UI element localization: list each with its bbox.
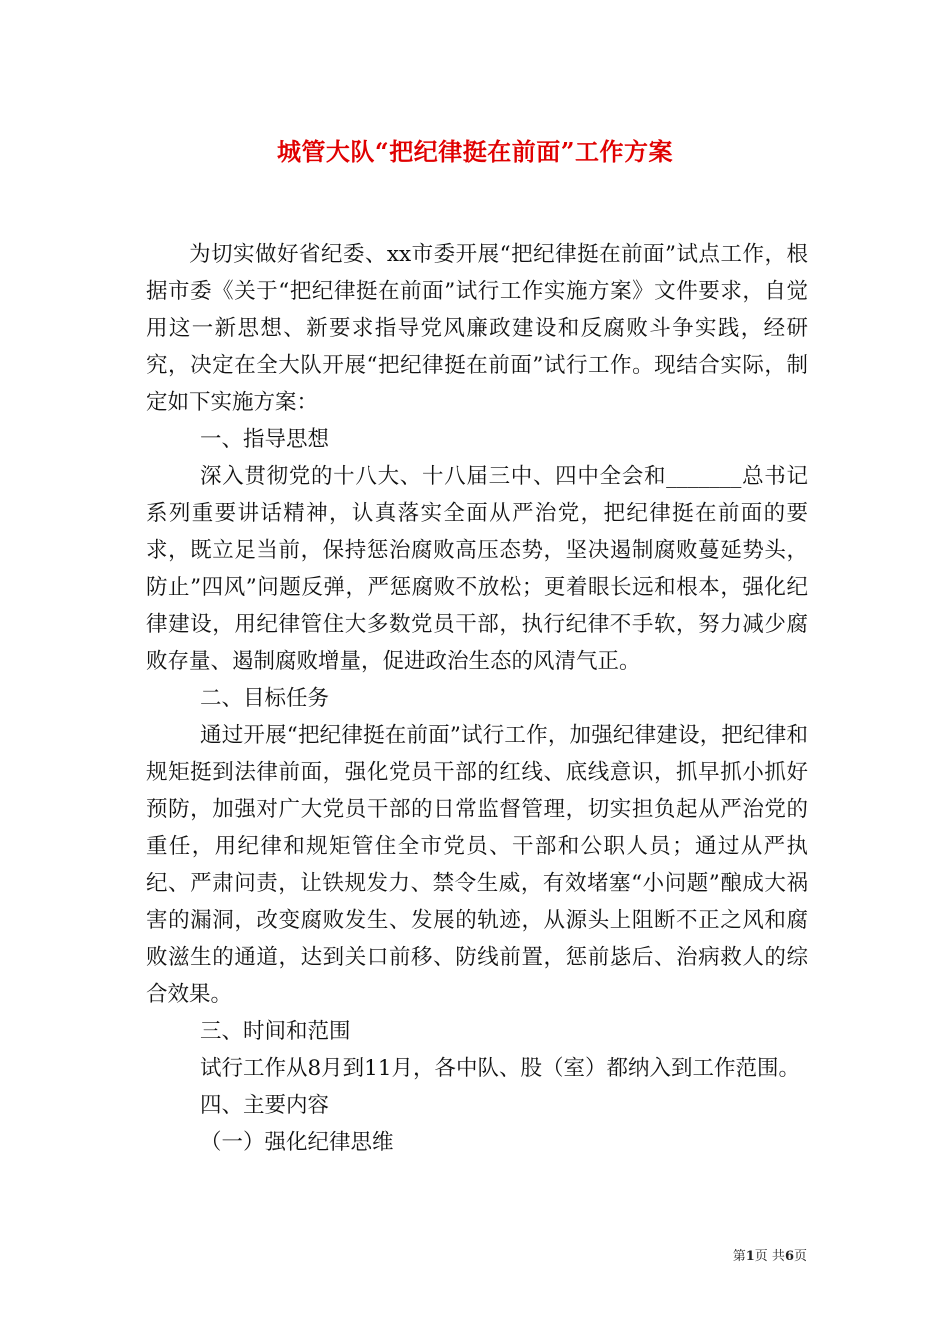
section-heading-guiding-ideology: 一、指导思想 — [200, 427, 330, 452]
section-heading-time-scope: 三、时间和范围 — [200, 1019, 351, 1044]
current-page-number: 1 — [745, 1249, 755, 1264]
subsection-heading-discipline-thinking: （一）强化纪律思维 — [200, 1130, 394, 1155]
footer-middle: 页 共 — [754, 1249, 785, 1264]
document-body — [146, 236, 808, 1161]
document-title: 城管大队“把纪律挺在前面”工作方案 — [276, 137, 674, 166]
total-page-count: 6 — [784, 1249, 794, 1264]
paragraph-time-scope: 试行工作从8月到11月，各中队、股（室）都纳入到工作范围。 — [200, 1056, 801, 1081]
footer-suffix: 页 — [793, 1249, 807, 1264]
paragraph-guiding-ideology: 深入贯彻党的十八大、十八届三中、四中全会和_______总书记系列重要讲话精神，认真落实全面从严治党，把纪律挺在前面的要求，既立足当前，保持惩治腐败高压态势，坚决遏制腐败蔓延势头，防止”四风”问题反弹，严惩腐败不放松；更着眼长远和根本，强化纪律建设，用纪律管住大多数党员干部，执行纪律不手软，努力减少腐败存量、遏制腐败增量，促进政治生态的风清气正。 — [146, 464, 808, 674]
section-heading-goals: 二、目标任务 — [200, 686, 330, 711]
footer-prefix: 第 — [732, 1249, 746, 1264]
section-heading-main-content: 四、主要内容 — [200, 1093, 330, 1118]
intro-paragraph: 为切实做好省纪委、xx市委开展“把纪律挺在前面”试点工作，根据市委《关于“把纪律挺在前面”试行工作实施方案》文件要求，自觉用这一新思想、新要求指导党风廉政建设和反腐败斗争实践，经研究，决定在全大队开展“把纪律挺在前面”试行工作。现结合实际，制定如下实施方案： — [146, 242, 808, 415]
paragraph-goals: 通过开展“把纪律挺在前面”试行工作，加强纪律建设，把纪律和规矩挺到法律前面，强化党员干部的红线、底线意识，抓早抓小抓好预防，加强对广大党员干部的日常监督管理，切实担负起从严治党的重任，用纪律和规矩管住全市党员、干部和公职人员；通过从严执纪、严肃问责，让铁规发力、禁令生威，有效堵塞“小问题”酿成大祸害的漏洞，改变腐败发生、发展的轨迹，从源头上阻断不正之风和腐败滋生的通道，达到关口前移、防线前置，惩前毖后、治病救人的综合效果。 — [146, 723, 808, 1007]
page-number-footer — [733, 1245, 807, 1264]
